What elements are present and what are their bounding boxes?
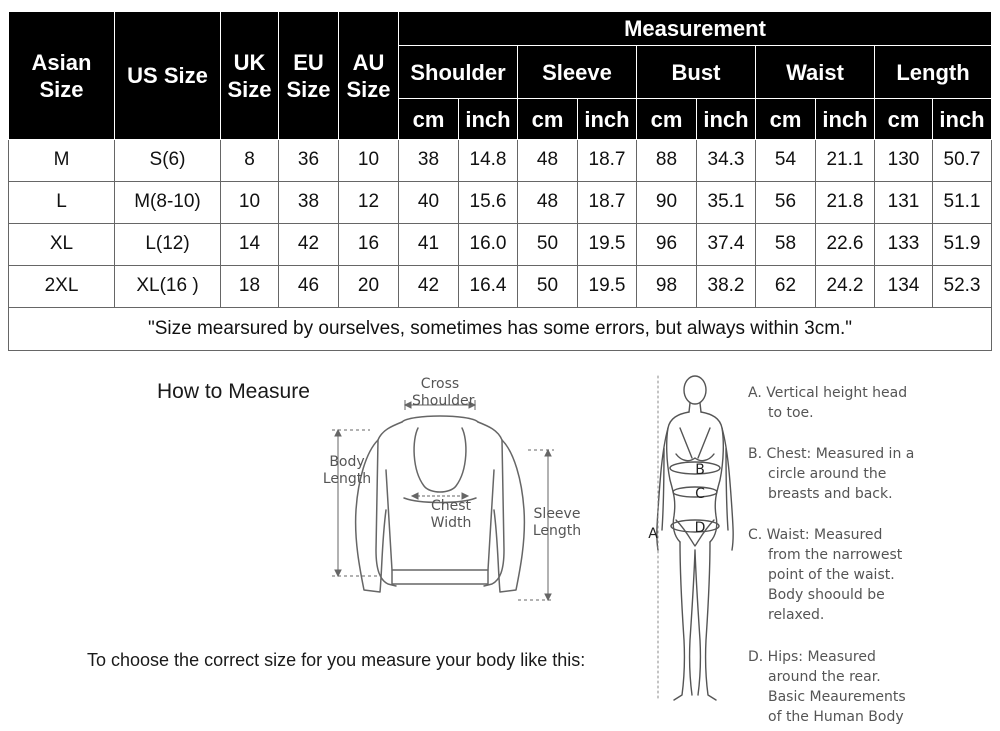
unit-header: inch xyxy=(933,99,992,140)
table-cell: 14.8 xyxy=(459,140,518,182)
table-cell: L(12) xyxy=(115,223,221,265)
table-cell: 38.2 xyxy=(697,265,756,307)
sleeve-length-label: Sleeve Length xyxy=(532,506,582,539)
table-cell: 46 xyxy=(279,265,339,307)
size-chart-table xyxy=(8,11,992,351)
table-cell: 37.4 xyxy=(697,223,756,265)
table-cell: 20 xyxy=(339,265,399,307)
table-cell: 90 xyxy=(637,181,697,223)
note-row xyxy=(9,307,992,350)
table-cell: 18 xyxy=(221,265,279,307)
table-cell: 56 xyxy=(756,181,816,223)
unit-header: cm xyxy=(875,99,933,140)
table-cell: 38 xyxy=(279,181,339,223)
table-cell: 10 xyxy=(221,181,279,223)
table-cell: 96 xyxy=(637,223,697,265)
us-size-header: US Size xyxy=(115,12,221,140)
table-cell: 58 xyxy=(756,223,816,265)
legend-a: A. Vertical height head to toe. xyxy=(748,385,908,421)
table-header xyxy=(9,12,992,140)
marker-d: D xyxy=(694,520,706,536)
table-cell: 18.7 xyxy=(578,181,637,223)
table-cell: 48 xyxy=(518,181,578,223)
table-cell: 88 xyxy=(637,140,697,182)
table-cell: 14 xyxy=(221,223,279,265)
chest-width-label: Chest Width xyxy=(430,498,472,531)
table-cell: 130 xyxy=(875,140,933,182)
uk-size-header: UK Size xyxy=(221,12,279,140)
table-cell: 18.7 xyxy=(578,140,637,182)
bust-header: Bust xyxy=(637,46,756,99)
waist-header: Waist xyxy=(756,46,875,99)
unit-header: cm xyxy=(518,99,578,140)
table-cell: 35.1 xyxy=(697,181,756,223)
legend-d: D. Hips: Measured around the rear. Basic Meaurements of the Human Body xyxy=(748,649,906,725)
table-cell: 131 xyxy=(875,181,933,223)
length-header: Length xyxy=(875,46,992,99)
body-figure-diagram xyxy=(640,370,750,720)
table-cell: 22.6 xyxy=(816,223,875,265)
table-cell: 62 xyxy=(756,265,816,307)
table-cell: 16.4 xyxy=(459,265,518,307)
table-row xyxy=(9,223,992,265)
table-cell: 16 xyxy=(339,223,399,265)
unit-header: cm xyxy=(637,99,697,140)
unit-header: cm xyxy=(756,99,816,140)
eu-size-header: EU Size xyxy=(279,12,339,140)
body-length-label: Body Length xyxy=(322,454,372,487)
table-cell: L xyxy=(9,181,115,223)
table-cell: 41 xyxy=(399,223,459,265)
table-cell: 12 xyxy=(339,181,399,223)
table-row xyxy=(9,181,992,223)
table-cell: 50 xyxy=(518,265,578,307)
table-cell: 19.5 xyxy=(578,223,637,265)
table-cell: 24.2 xyxy=(816,265,875,307)
table-cell: 40 xyxy=(399,181,459,223)
sleeve-header: Sleeve xyxy=(518,46,637,99)
table-cell: 16.0 xyxy=(459,223,518,265)
table-cell: S(6) xyxy=(115,140,221,182)
table-cell: M(8-10) xyxy=(115,181,221,223)
cross-shoulder-label: Cross Shoulder xyxy=(412,376,475,409)
marker-c: C xyxy=(695,486,705,502)
table-cell: 134 xyxy=(875,265,933,307)
table-cell: XL xyxy=(9,223,115,265)
measurement-note: "Size mearsured by ourselves, sometimes has some errors, but always within 3cm." xyxy=(9,307,992,350)
table-cell: 34.3 xyxy=(697,140,756,182)
au-size-header: AU Size xyxy=(339,12,399,140)
unit-header: inch xyxy=(578,99,637,140)
table-cell: 42 xyxy=(399,265,459,307)
table-cell: XL(16 ) xyxy=(115,265,221,307)
choose-size-instruction: To choose the correct size for you measure your body like this: xyxy=(87,650,586,670)
table-cell: 36 xyxy=(279,140,339,182)
table-row xyxy=(9,140,992,182)
table-cell: 21.8 xyxy=(816,181,875,223)
shoulder-header: Shoulder xyxy=(399,46,518,99)
table-cell: 8 xyxy=(221,140,279,182)
table-cell: 54 xyxy=(756,140,816,182)
table-cell: 48 xyxy=(518,140,578,182)
legend-b: B. Chest: Measured in a circle around the breasts and back. xyxy=(748,446,915,502)
table-cell: 50.7 xyxy=(933,140,992,182)
table-row xyxy=(9,265,992,307)
table-cell: M xyxy=(9,140,115,182)
measurement-header: Measurement xyxy=(399,12,992,46)
table-cell: 19.5 xyxy=(578,265,637,307)
table-body xyxy=(9,140,992,351)
table-cell: 10 xyxy=(339,140,399,182)
table-cell: 21.1 xyxy=(816,140,875,182)
unit-header: cm xyxy=(399,99,459,140)
table-cell: 38 xyxy=(399,140,459,182)
table-cell: 133 xyxy=(875,223,933,265)
unit-header: inch xyxy=(816,99,875,140)
table-cell: 98 xyxy=(637,265,697,307)
table-cell: 52.3 xyxy=(933,265,992,307)
how-to-measure-title: How to Measure xyxy=(157,380,310,403)
table-cell: 51.9 xyxy=(933,223,992,265)
table-cell: 15.6 xyxy=(459,181,518,223)
table-cell: 2XL xyxy=(9,265,115,307)
legend-c: C. Waist: Measured from the narrowest point of the waist. Body shoould be relaxed. xyxy=(748,527,903,623)
unit-header: inch xyxy=(697,99,756,140)
table-cell: 50 xyxy=(518,223,578,265)
unit-header: inch xyxy=(459,99,518,140)
table-cell: 51.1 xyxy=(933,181,992,223)
marker-b: B xyxy=(695,462,705,478)
table-cell: 42 xyxy=(279,223,339,265)
marker-a: A xyxy=(648,526,658,542)
asian-size-header: Asian Size xyxy=(9,12,115,140)
